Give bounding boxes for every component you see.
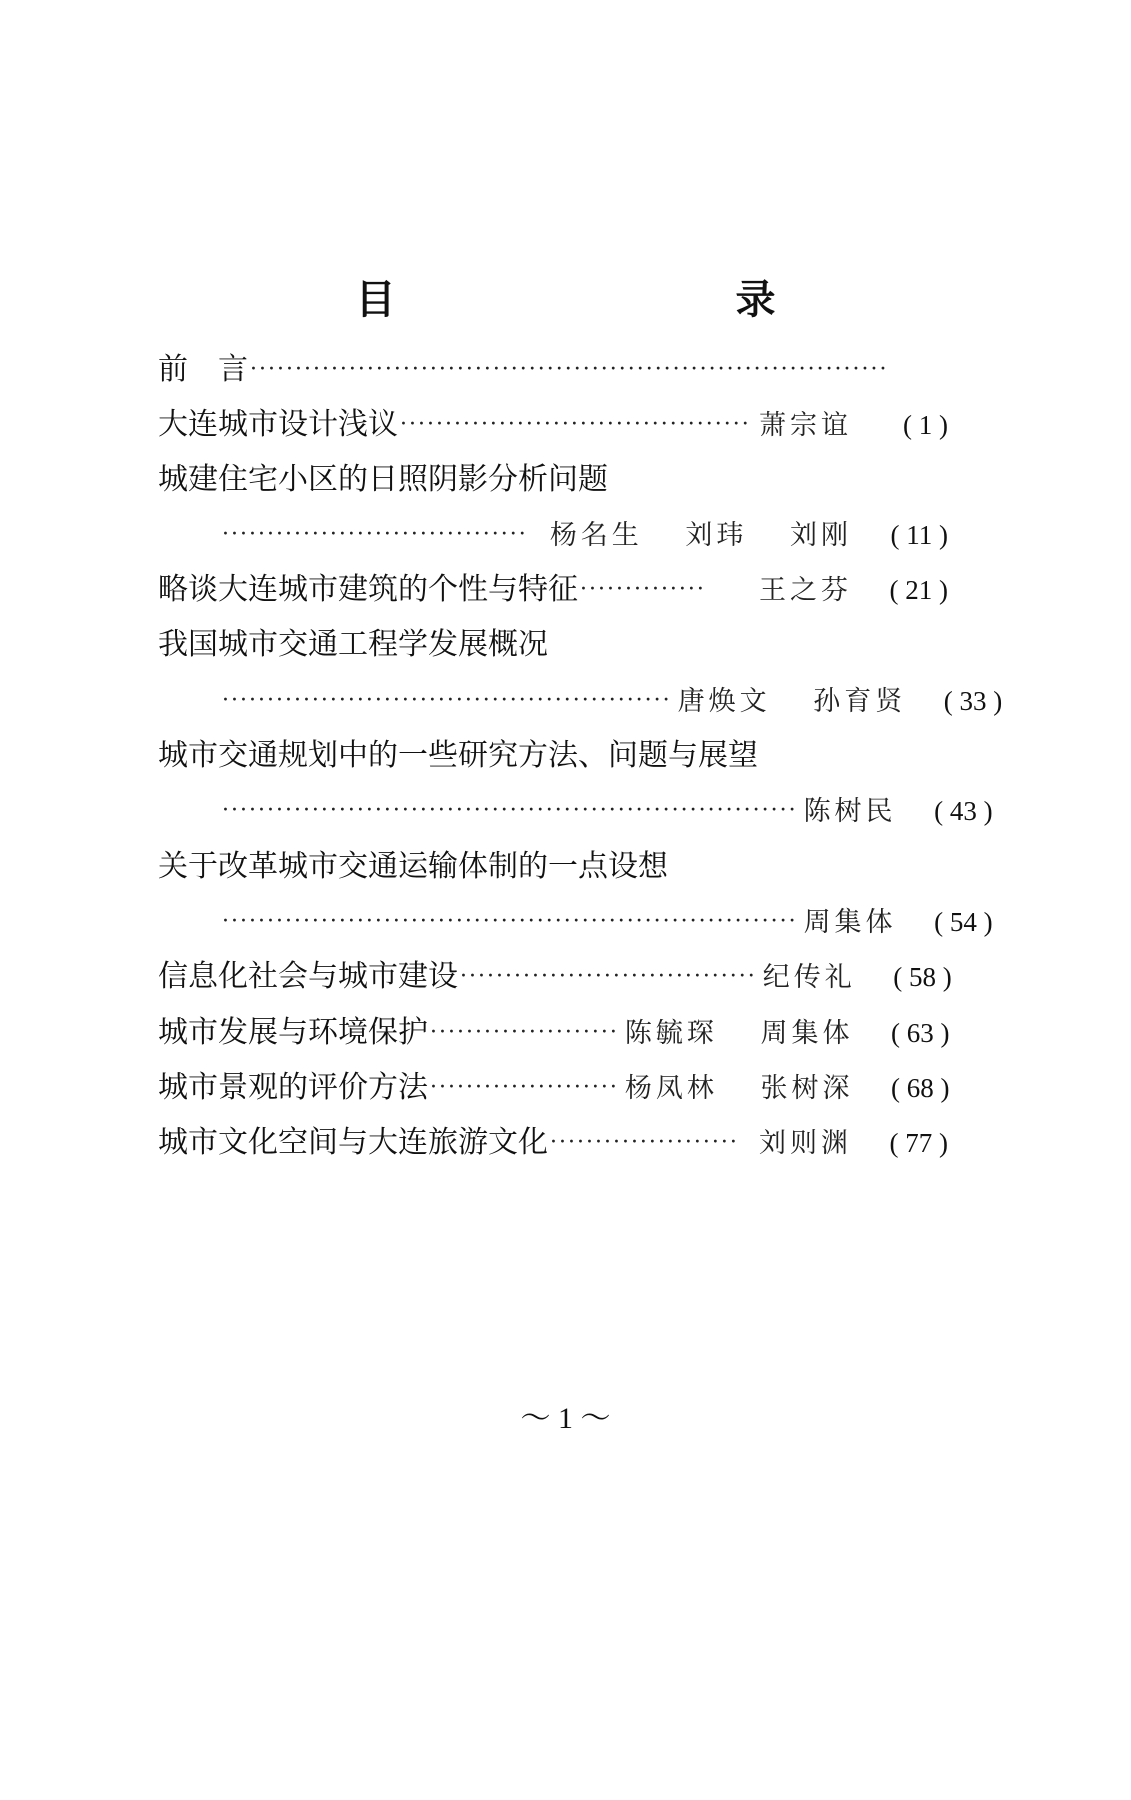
toc-entry-authors bbox=[762, 961, 856, 993]
toc-entry[interactable] bbox=[158, 403, 948, 447]
toc-entry-title: 略谈大连城市建筑的个性与特征 bbox=[158, 572, 578, 607]
toc-entry[interactable] bbox=[158, 734, 948, 778]
dot-leader: ····················· bbox=[550, 1130, 739, 1155]
toc-entry-page: ( 54 ) bbox=[934, 906, 993, 937]
toc-entry-page: ( 68 ) bbox=[890, 1072, 950, 1103]
toc-entry-authors bbox=[759, 1127, 852, 1159]
author-name: 刘则渊 bbox=[759, 1127, 852, 1159]
author-name: 纪传礼 bbox=[762, 961, 856, 993]
author-name: 杨名生 bbox=[549, 519, 643, 551]
toc-entry-authors bbox=[624, 1017, 854, 1049]
toc-entry-page: ( 77 ) bbox=[889, 1127, 948, 1158]
toc-entry-title: 信息化社会与城市建设 bbox=[158, 959, 458, 994]
toc-entry-page: ( 33 ) bbox=[943, 685, 1003, 716]
toc-entry[interactable] bbox=[158, 623, 948, 667]
page-number: ～ 1 ～ bbox=[520, 1402, 611, 1435]
toc-entry-authors bbox=[624, 1072, 854, 1104]
toc-entry[interactable] bbox=[158, 1121, 948, 1165]
toc-entry[interactable] bbox=[158, 458, 948, 502]
toc-entry[interactable] bbox=[158, 568, 948, 612]
toc-entry-page: ( 63 ) bbox=[890, 1017, 950, 1048]
toc-entry-authors bbox=[759, 409, 852, 441]
toc-entry-continuation[interactable] bbox=[220, 789, 993, 833]
author-name: 周集体 bbox=[803, 906, 897, 938]
dot-leader: ······································································· bbox=[250, 357, 889, 382]
toc-entry-title: 城市景观的评价方法 bbox=[158, 1070, 428, 1105]
author-name: 周集体 bbox=[760, 1017, 854, 1049]
dot-leader: ································· bbox=[460, 964, 757, 989]
author-name: 王之芬 bbox=[759, 574, 852, 606]
toc-entry[interactable] bbox=[158, 1066, 948, 1110]
toc-entry-title: 前 言 bbox=[158, 352, 248, 387]
toc-entry-authors bbox=[677, 685, 907, 717]
toc-entry-title: 大连城市设计浅议 bbox=[158, 407, 398, 442]
toc-entry-page: ( 58 ) bbox=[893, 961, 952, 992]
toc-entry-title: 城市交通规划中的一些研究方法、问题与展望 bbox=[158, 738, 758, 773]
toc-entry-authors bbox=[803, 906, 897, 938]
dot-leader: ·································· bbox=[222, 522, 528, 547]
toc-entry-continuation[interactable] bbox=[220, 679, 1003, 723]
dot-leader: ·················································· bbox=[222, 688, 672, 713]
dot-leader: ·············· bbox=[580, 577, 706, 602]
toc-entry-page: ( 21 ) bbox=[889, 574, 948, 605]
toc-entry-authors bbox=[803, 795, 897, 827]
author-name: 刘刚 bbox=[790, 519, 852, 551]
toc-entry-title: 城建住宅小区的日照阴影分析问题 bbox=[158, 462, 608, 497]
author-name: 陈毓琛 bbox=[624, 1017, 718, 1049]
author-name: 刘玮 bbox=[685, 519, 748, 551]
dot-leader: ····················· bbox=[430, 1075, 619, 1100]
toc-entry-continuation[interactable] bbox=[220, 513, 948, 557]
toc-entry-title: 城市发展与环境保护 bbox=[158, 1015, 428, 1050]
author-name: 唐焕文 bbox=[677, 685, 771, 717]
toc-entry-title: 城市文化空间与大连旅游文化 bbox=[158, 1125, 548, 1160]
toc-entry-title: 关于改革城市交通运输体制的一点设想 bbox=[158, 849, 668, 884]
author-name: 萧宗谊 bbox=[759, 409, 852, 441]
toc-entry[interactable] bbox=[158, 1011, 948, 1055]
author-name: 陈树民 bbox=[803, 795, 897, 827]
author-name: 孙育贤 bbox=[813, 685, 907, 717]
author-name: 杨凤林 bbox=[624, 1072, 718, 1104]
page-title: 目 录 bbox=[355, 276, 926, 323]
toc-entry-page: ( 11 ) bbox=[890, 519, 948, 550]
dot-leader: ································································ bbox=[222, 798, 798, 823]
toc-entry-page: ( 1 ) bbox=[903, 409, 948, 440]
dot-leader: ····················· bbox=[430, 1020, 619, 1045]
toc-entry-preface[interactable] bbox=[158, 348, 889, 392]
toc-entry-continuation[interactable] bbox=[220, 900, 993, 944]
dot-leader: ······································· bbox=[400, 412, 751, 437]
toc-entry-authors bbox=[549, 519, 852, 551]
toc-entry[interactable] bbox=[158, 955, 952, 999]
toc-entry[interactable] bbox=[158, 845, 948, 889]
author-name: 张树深 bbox=[760, 1072, 854, 1104]
toc-entry-title: 我国城市交通工程学发展概况 bbox=[158, 627, 548, 662]
toc-entry-authors bbox=[759, 574, 852, 606]
toc-entry-page: ( 43 ) bbox=[934, 795, 993, 826]
dot-leader: ································································ bbox=[222, 909, 798, 934]
